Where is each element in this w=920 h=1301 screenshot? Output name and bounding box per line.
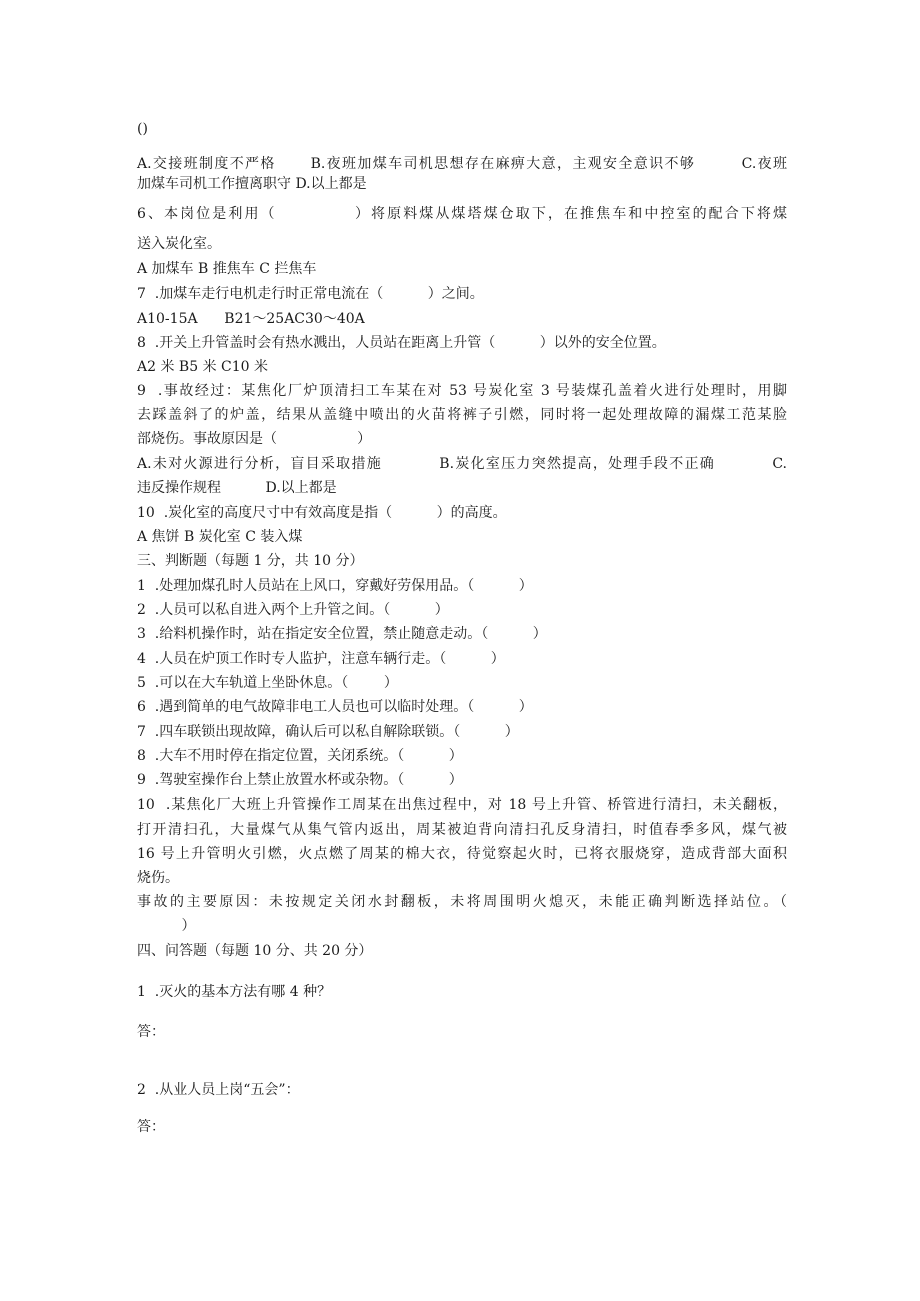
q8-options: A2 米 B5 米 C10 米 [137,359,268,375]
q9-text-cont2: 部烧伤。事故原因是（ ） [137,431,372,447]
tf-item-8: 8 .大车不用时停在指定位置，关闭系统。（ ） [137,748,463,764]
qa-answer-2: 答： [137,1119,165,1135]
q9-text: 9 .事故经过：某焦化厂炉顶清扫工车某在对 53 号炭化室 3 号装煤孔盖着火进行处理时，用脚 [137,383,787,399]
qa-item-1: 1 .灭火的基本方法有哪 4 种？ [137,984,332,1000]
tf-item-7: 7 .四车联锁出现故障，确认后可以私自解除联锁。（ ） [137,724,519,740]
q9-text-cont: 去踩盖斜了的炉盖，结果从盖缝中喷出的火苗将裤子引燃，同时将一起处理故障的漏煤工范某脸 [137,407,787,423]
q7-options: A10-15A B21～25AC30～40A [137,311,365,327]
tf-item-4: 4 .人员在炉顶工作时专人监护，注意车辆行走。（ ） [137,651,505,667]
q9-options-cont: 违反操作规程 D.以上都是 [137,480,337,496]
tf-item-10-cont: 打开清扫孔，大量煤气从集气管内返出，周某被迫背向清扫孔反身清扫，时值春季多风，煤气被 [137,822,787,838]
q5-options-cont: 加煤车司机工作擅离职守 D.以上都是 [137,176,367,192]
q5-options-line: A.交接班制度不严格 B.夜班加煤车司机思想存在麻痹大意，主观安全意识不够 C.夜班 [137,156,787,172]
q6-text-cont: 送入炭化室。 [137,236,221,252]
section-4-heading: 四、问答题（每题 10 分、共 20 分） [137,943,373,959]
tf-item-1: 1 .处理加煤孔时人员站在上风口，穿戴好劳保用品。（ ） [137,578,533,594]
qa-answer-1: 答： [137,1024,165,1040]
tf-item-2: 2 .人员可以私自进入两个上升管之间。（ ） [137,602,449,618]
tf-item-9: 9 .驾驶室操作台上禁止放置水杯或杂物。（ ） [137,772,463,788]
q9-options: A.未对火源进行分析，盲目采取措施 B.炭化室压力突然提高，处理手段不正确 C. [137,456,787,472]
tf-item-10-cont3: 烧伤。 [137,870,179,886]
question-bracket-line: () [137,121,148,137]
q10-options: A 焦饼 B 炭化室 C 装入煤 [137,529,303,545]
tf-item-3: 3 .给料机操作时，站在指定安全位置，禁止随意走动。（ ） [137,626,547,642]
qa-item-2: 2 .从业人员上岗“五会”： [137,1082,300,1098]
q6-options: A 加煤车 B 推焦车 C 拦焦车 [137,261,317,277]
tf-item-10-bracket: ） [137,918,196,934]
q7-text: 7 .加煤车走行电机走行时正常电流在（ ）之间。 [137,286,484,302]
tf-item-10-cont2: 16 号上升管明火引燃，火点燃了周某的棉大衣，待觉察起火时，已将衣服烧穿，造成背部大面积 [137,846,787,862]
tf-item-10-cause: 事故的主要原因：未按规定关闭水封翻板，未将周围明火熄灭，未能正确判断选择站位。（ [137,894,787,910]
tf-item-5: 5 .可以在大车轨道上坐卧休息。（ ） [137,675,398,691]
q10-text: 10 .炭化室的高度尺寸中有效高度是指（ ）的高度。 [137,505,507,521]
q8-text: 8 .开关上升管盖时会有热水溅出，人员站在距离上升管（ ）以外的安全位置。 [137,335,666,351]
tf-item-10: 10 .某焦化厂大班上升管操作工周某在出焦过程中，对 18 号上升管、桥管进行清扫，未关翻板， [137,797,787,813]
tf-item-6: 6 .遇到简单的电气故障非电工人员也可以临时处理。（ ） [137,699,533,715]
section-3-heading: 三、判断题（每题 1 分，共 10 分） [137,553,364,569]
q6-text: 6、本岗位是利用（ ）将原料煤从煤塔煤仓取下，在推焦车和中控室的配合下将煤 [137,206,787,222]
